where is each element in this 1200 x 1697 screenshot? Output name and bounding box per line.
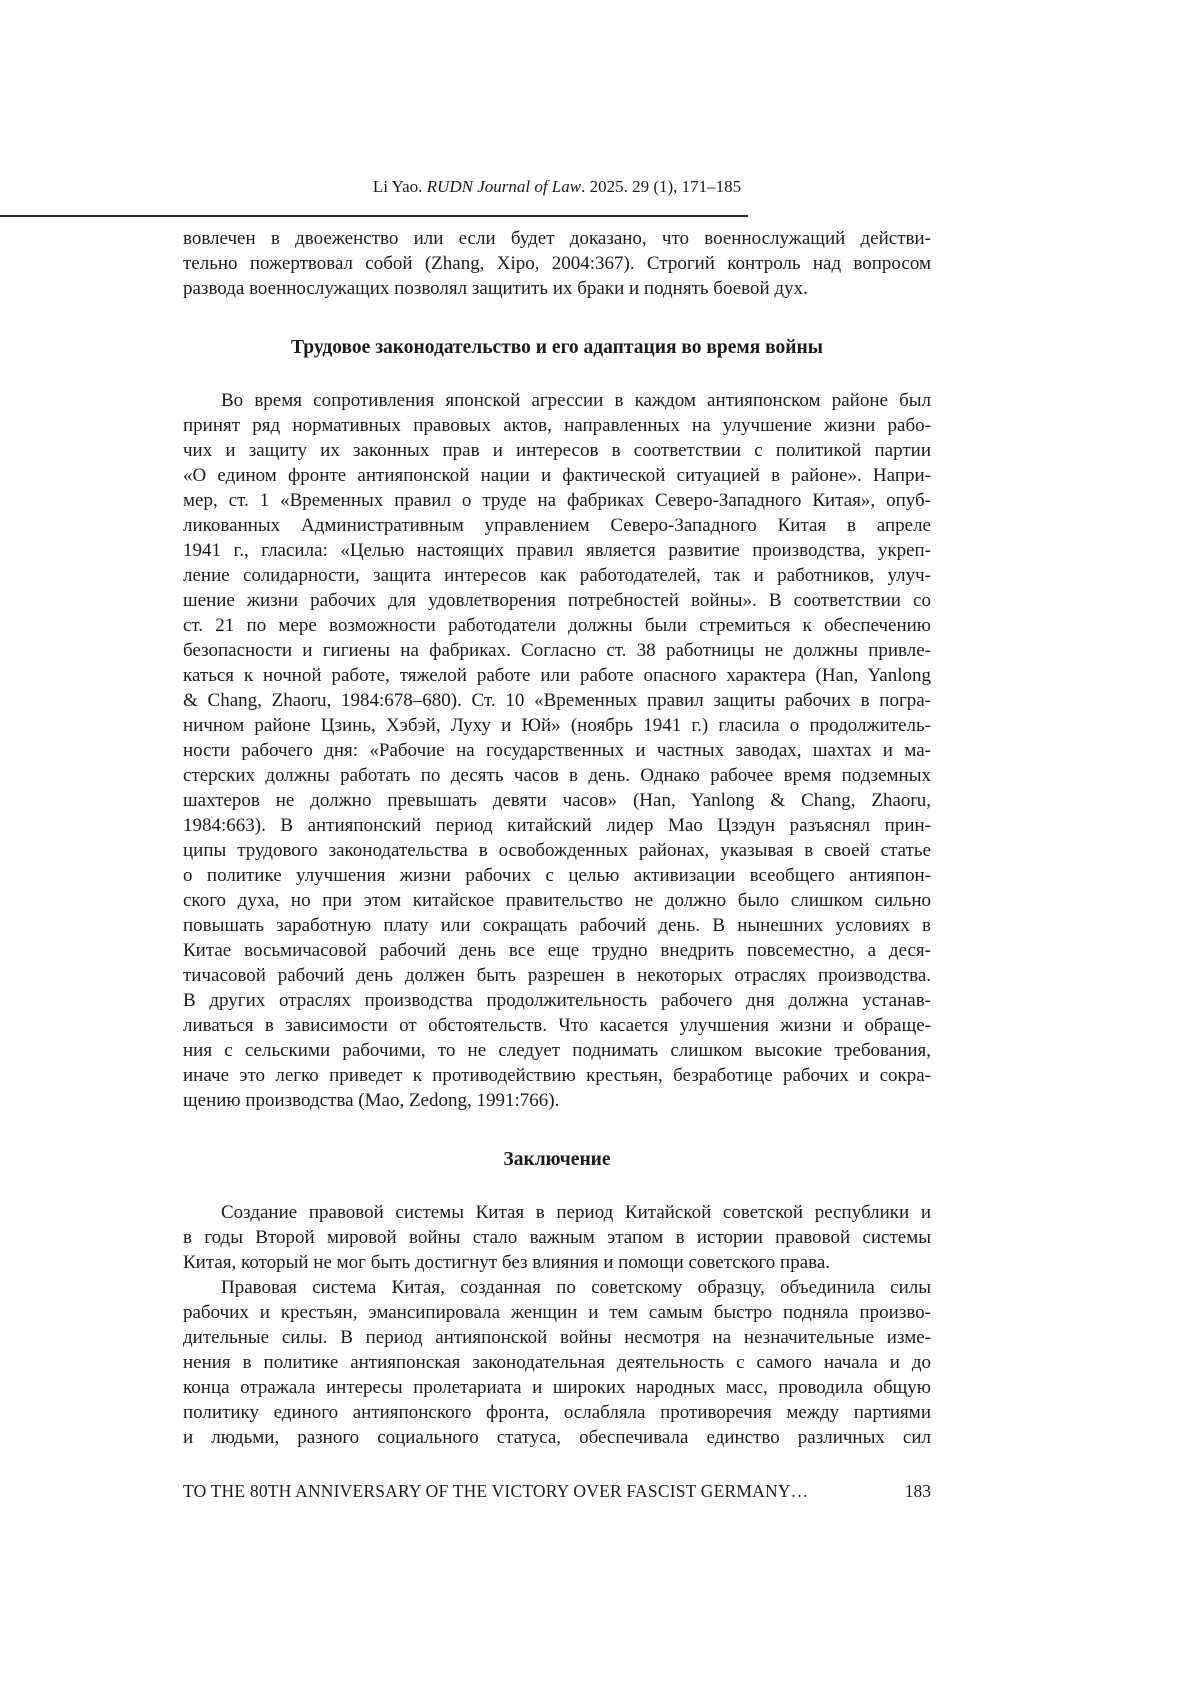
footer-page-number: 183 <box>904 1481 931 1501</box>
text-line: принят ряд нормативных правовых актов, направленных на улучшение жизни рабо- <box>183 415 931 436</box>
text-line: повышать заработную плату или сокращать рабочий день. В нынешних условиях в <box>183 915 931 936</box>
text-line: 1984:663). В антияпонский период китайский лидер Мао Цзэдун разъяснял прин- <box>183 815 931 836</box>
text-line: шение жизни рабочих для удовлетворения потребностей войны». В соответствии со <box>183 590 931 611</box>
section-heading: Заключение <box>503 1149 611 1170</box>
running-head-journal: RUDN Journal of Law <box>426 177 582 196</box>
header-rule <box>0 215 748 217</box>
text-line: «О едином фронте антияпонской нации и фактической ситуацией в районе». Напри- <box>183 465 931 486</box>
text-line: ничном районе Цзинь, Хэбэй, Луху и Юй» (ноябрь 1941 г.) гласила о продолжитель- <box>183 715 931 736</box>
section-heading: Трудовое законодательство и его адаптация во время войны <box>291 337 823 358</box>
running-head-issue: . 2025. 29 (1), 171–185 <box>581 177 742 196</box>
footer-running-title: TO THE 80TH ANNIVERSARY OF THE VICTORY OVER FASCIST GERMANY… <box>183 1481 809 1501</box>
text-line: Во время сопротивления японской агрессии в каждом антияпонском районе был <box>221 390 931 411</box>
paragraph <box>183 1200 931 1275</box>
text-line: щению производства (Mao, Zedong, 1991:766). <box>183 1090 560 1111</box>
text-line: развода военнослужащих позволял защитить их браки и поднять боевой дух. <box>183 278 808 299</box>
text-line: чих и защиту их законных прав и интересов в соответствии с политикой партии <box>183 440 931 461</box>
text-line: нения в политике антияпонская законодательная деятельность с самого начала и до <box>183 1352 931 1373</box>
text-line: о политике улучшения жизни рабочих с целью активизации всеобщего антияпон- <box>183 865 931 886</box>
paragraph <box>183 226 931 301</box>
running-head-author: Li Yao. <box>372 177 427 196</box>
text-line: безопасности и гигиены на фабриках. Согласно ст. 38 работницы не должны привле- <box>183 640 931 661</box>
text-line: и людьми, разного социального статуса, обеспечивала единство различных сил <box>183 1427 931 1448</box>
text-line: ликованных Административным управлением Северо-Западного Китая в апреле <box>183 515 931 536</box>
paragraph <box>183 388 931 1113</box>
text-line: В других отраслях производства продолжительность рабочего дня должна устанав- <box>183 990 931 1011</box>
text-line: иначе это легко приведет к противодействию крестьян, безработице рабочих и сокра- <box>183 1065 931 1086</box>
text-line: ского духа, но при этом китайское правительство не должно было слишком сильно <box>183 890 931 911</box>
text-line: стерских должны работать по десять часов в день. Однако рабочее время подземных <box>183 765 931 786</box>
text-line: ление солидарности, защита интересов как работодателей, так и работников, улуч- <box>183 565 931 586</box>
text-line: рабочих и крестьян, эмансипировала женщин и тем самым быстро подняла произво- <box>183 1302 931 1323</box>
text-line: ности рабочего дня: «Рабочие на государственных и частных заводах, шахтах и ма- <box>183 740 931 761</box>
article-body <box>183 226 931 1450</box>
text-line: политику единого антияпонского фронта, ослабляла противоречия между партиями <box>183 1402 931 1423</box>
text-line: Китая, который не мог быть достигнут без влияния и помощи советского права. <box>183 1252 831 1273</box>
text-line: ливаться в зависимости от обстоятельств. Что касается улучшения жизни и обраще- <box>183 1015 931 1036</box>
text-line: в годы Второй мировой войны стало важным этапом в истории правовой системы <box>183 1227 931 1248</box>
text-line: & Chang, Zhaoru, 1984:678–680). Ст. 10 «Временных правил защиты рабочих в погра- <box>183 690 931 711</box>
page-footer <box>183 1480 931 1502</box>
text-line: Создание правовой системы Китая в период Китайской советской республики и <box>221 1202 931 1223</box>
text-line: вовлечен в двоеженство или если будет доказано, что военнослужащий действи- <box>183 228 931 249</box>
text-line: дительные силы. В период антияпонской войны несмотря на незначительные изме- <box>183 1327 931 1348</box>
text-line: ния с сельскими рабочими, то не следует поднимать слишком высокие требования, <box>183 1040 931 1061</box>
paragraph <box>183 1275 931 1450</box>
text-line: 1941 г., гласила: «Целью настоящих правил является развитие производства, укреп- <box>183 540 931 561</box>
text-line: тичасовой рабочий день должен быть разрешен в некоторых отраслях производства. <box>183 965 931 986</box>
text-line: ципы трудового законодательства в освобожденных районах, указывая в своей статье <box>183 840 931 861</box>
text-line: каться к ночной работе, тяжелой работе или работе опасного характера (Han, Yanlong <box>183 665 931 686</box>
text-line: Правовая система Китая, созданная по советскому образцу, объединила силы <box>221 1277 931 1298</box>
text-line: конца отражала интересы пролетариата и широких народных масс, проводила общую <box>183 1377 931 1398</box>
text-line: шахтеров не должно превышать девяти часов» (Han, Yanlong & Chang, Zhaoru, <box>183 790 931 811</box>
running-head <box>183 0 931 198</box>
text-line: мер, ст. 1 «Временных правил о труде на фабриках Северо-Западного Китая», опуб- <box>183 490 931 511</box>
text-line: ст. 21 по мере возможности работодатели должны были стремиться к обеспечению <box>183 615 931 636</box>
text-line: Китае восьмичасовой рабочий день все еще трудно внедрить повсеместно, а деся- <box>183 940 931 961</box>
text-line: тельно пожертвовал собой (Zhang, Xipo, 2004:367). Строгий контроль над вопросом <box>183 253 931 274</box>
